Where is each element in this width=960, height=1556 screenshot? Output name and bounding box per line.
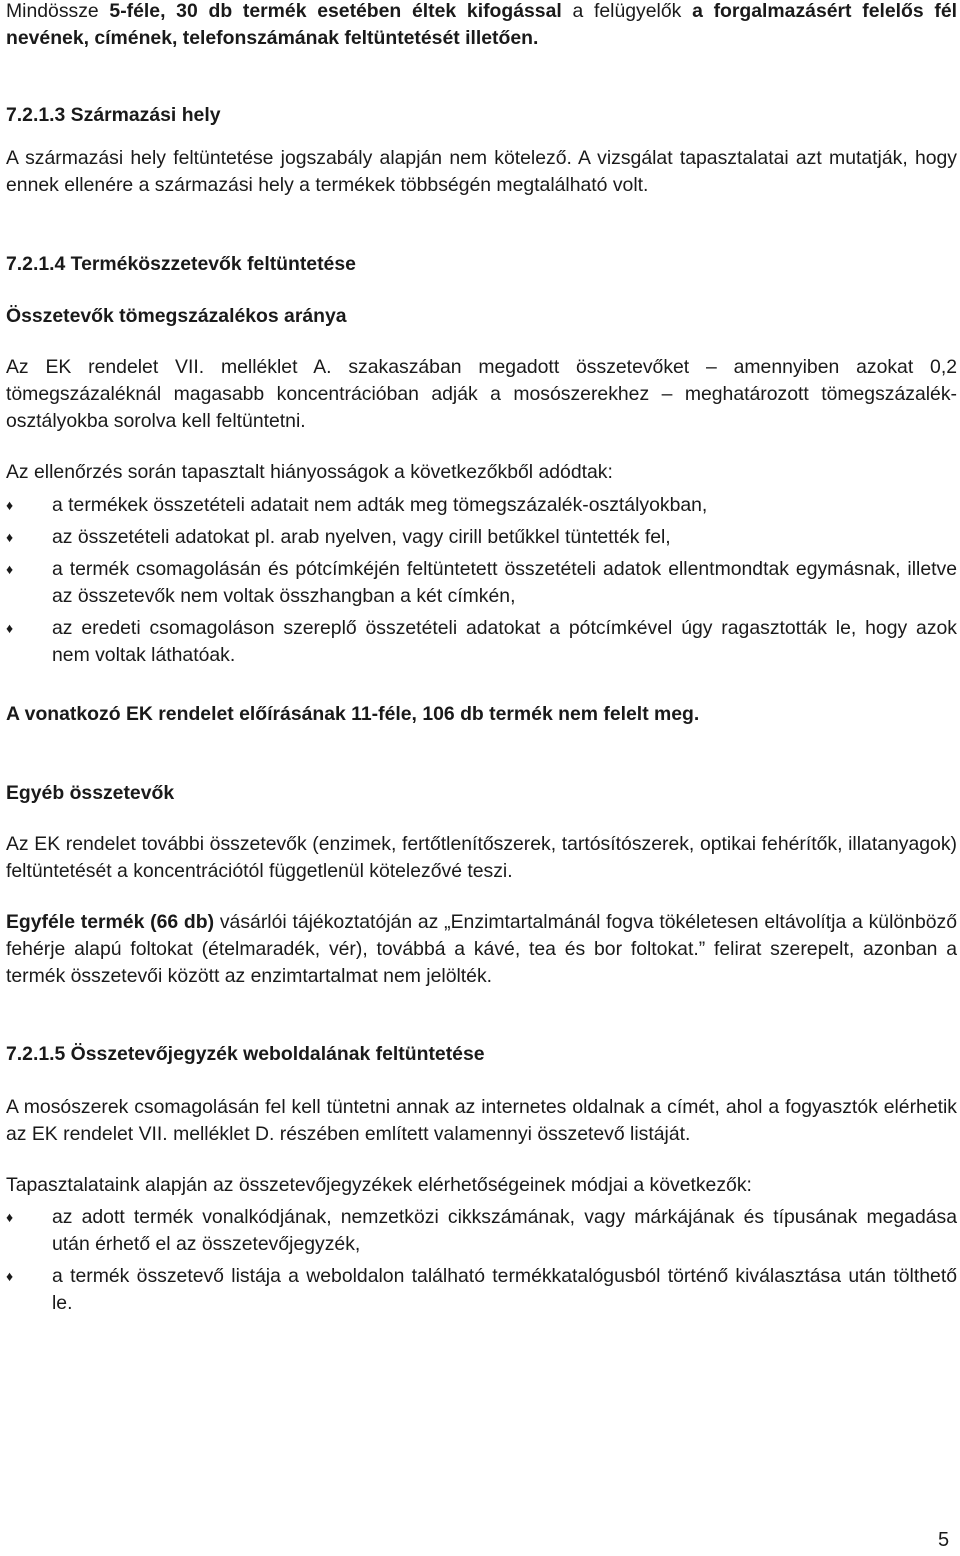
website-paragraph: A mosószerek csomagolásán fel kell tüntetni annak az internetes oldalnak a címét, ahol a fogyasztók elérhetik az EK rendelet VII. melléklet D. részében említett valamennyi összetevő listáját. [6, 1096, 957, 1145]
list-item-text: az adott termék vonalkódjának, nemzetközi cikkszámának, vagy márkájának és típusának megadása után érhető el az összetevőjegyzék, [52, 1206, 957, 1255]
section-heading-other-ingredients: Egyéb összetevők [6, 782, 175, 804]
deficiencies-lead: Az ellenőrzés során tapasztalt hiányosságok a következőkből adódtak: [6, 461, 613, 483]
list-item [6, 556, 957, 610]
list-item-text: a termékek összetételi adatait nem adták meg tömegszázalék-osztályokban, [52, 494, 708, 516]
diamond-bullet-icon: ♦ [6, 1268, 14, 1284]
diamond-bullet-icon: ♦ [6, 1209, 14, 1225]
diamond-bullet-icon: ♦ [6, 620, 14, 636]
diamond-bullet-icon: ♦ [6, 497, 14, 513]
conclusion-statement: A vonatkozó EK rendelet előírásának 11-féle, 106 db termék nem felelt meg. [6, 703, 700, 725]
section-heading-website: 7.2.1.5 Összetevőjegyzék weboldalának feltüntetése [6, 1043, 485, 1065]
other-ingredients-paragraph: Az EK rendelet további összetevők (enzimek, fertőtlenítőszerek, tartósítószerek, optikai fehérítők, illatanyagok) feltüntetését a koncentrációtól függetlenül kötelezővé teszi. [6, 833, 957, 882]
intro-bold-count: 5-féle, 30 db termék esetében éltek kifogással [109, 0, 562, 22]
website-methods-list [6, 1204, 957, 1317]
list-item [6, 492, 957, 519]
page-number: 5 [938, 1529, 950, 1551]
list-item [6, 1263, 957, 1317]
list-item-text: a termék csomagolásán és pótcímkéjén feltüntetett összetételi adatok ellentmondtak egymásnak, illetve az összetevők nem voltak összhangban a két címkén, [52, 558, 957, 607]
list-item [6, 1204, 957, 1258]
enzyme-text: vásárlói tájékoztatóján az „Enzimtartalmánál fogva tökéletesen eltávolítja a különböző fehérje alapú foltokat (ételmaradék, vér), továbbá a kávé, tea és bor foltokat.” felirat szerepelt, azonban a termék összetevői között az enzimtartalmat nem jelölték. [6, 911, 957, 987]
enzyme-bold-lead: Egyféle termék (66 db) [6, 911, 215, 933]
ingredients-paragraph: Az EK rendelet VII. melléklet A. szakaszában megadott összetevőket – amennyiben azokat 0,2 tömegszázaléknál magasabb koncentrációban adják a mosószerekhez – meghatározott tömegszázalék-osztályokba sorolva kell feltüntetni. [6, 356, 957, 432]
intro-bold-subject: a forgalmazásért felelős fél nevének, címének, telefonszámának feltüntetését illetően. [6, 0, 958, 49]
origin-paragraph: A származási hely feltüntetése jogszabály alapján nem kötelező. A vizsgálat tapasztalatai azt mutatják, hogy ennek ellenére a származási hely a termékek többségén megtalálható volt. [6, 147, 957, 196]
list-item-text: az eredeti csomagoláson szereplő összetételi adatokat a pótcímkével úgy ragasztották le, hogy azok nem voltak láthatóak. [52, 617, 957, 666]
enzyme-paragraph [6, 909, 957, 990]
website-lead: Tapasztalataink alapján az összetevőjegyzékek elérhetőségeinek módjai a következők: [6, 1174, 752, 1196]
subheading-weight-percent: Összetevők tömegszázalékos aránya [6, 305, 347, 327]
list-item-text: az összetételi adatokat pl. arab nyelven, vagy cirill betűkkel tüntették fel, [52, 526, 671, 548]
diamond-bullet-icon: ♦ [6, 561, 14, 577]
intro-text-2: a felügyelők [561, 0, 693, 22]
section-heading-origin: 7.2.1.3 Származási hely [6, 104, 221, 126]
deficiencies-list [6, 492, 957, 669]
diamond-bullet-icon: ♦ [6, 529, 14, 545]
document-page [6, 0, 957, 1317]
intro-text-1: Mindössze [6, 0, 110, 22]
list-item-text: a termék összetevő listája a weboldalon található termékkatalógusból történő kiválasztása után tölthető le. [52, 1265, 957, 1314]
intro-paragraph [6, 0, 957, 52]
section-heading-ingredients: 7.2.1.4 Terméköszzetevők feltüntetése [6, 253, 356, 275]
list-item [6, 524, 957, 551]
list-item [6, 615, 957, 669]
